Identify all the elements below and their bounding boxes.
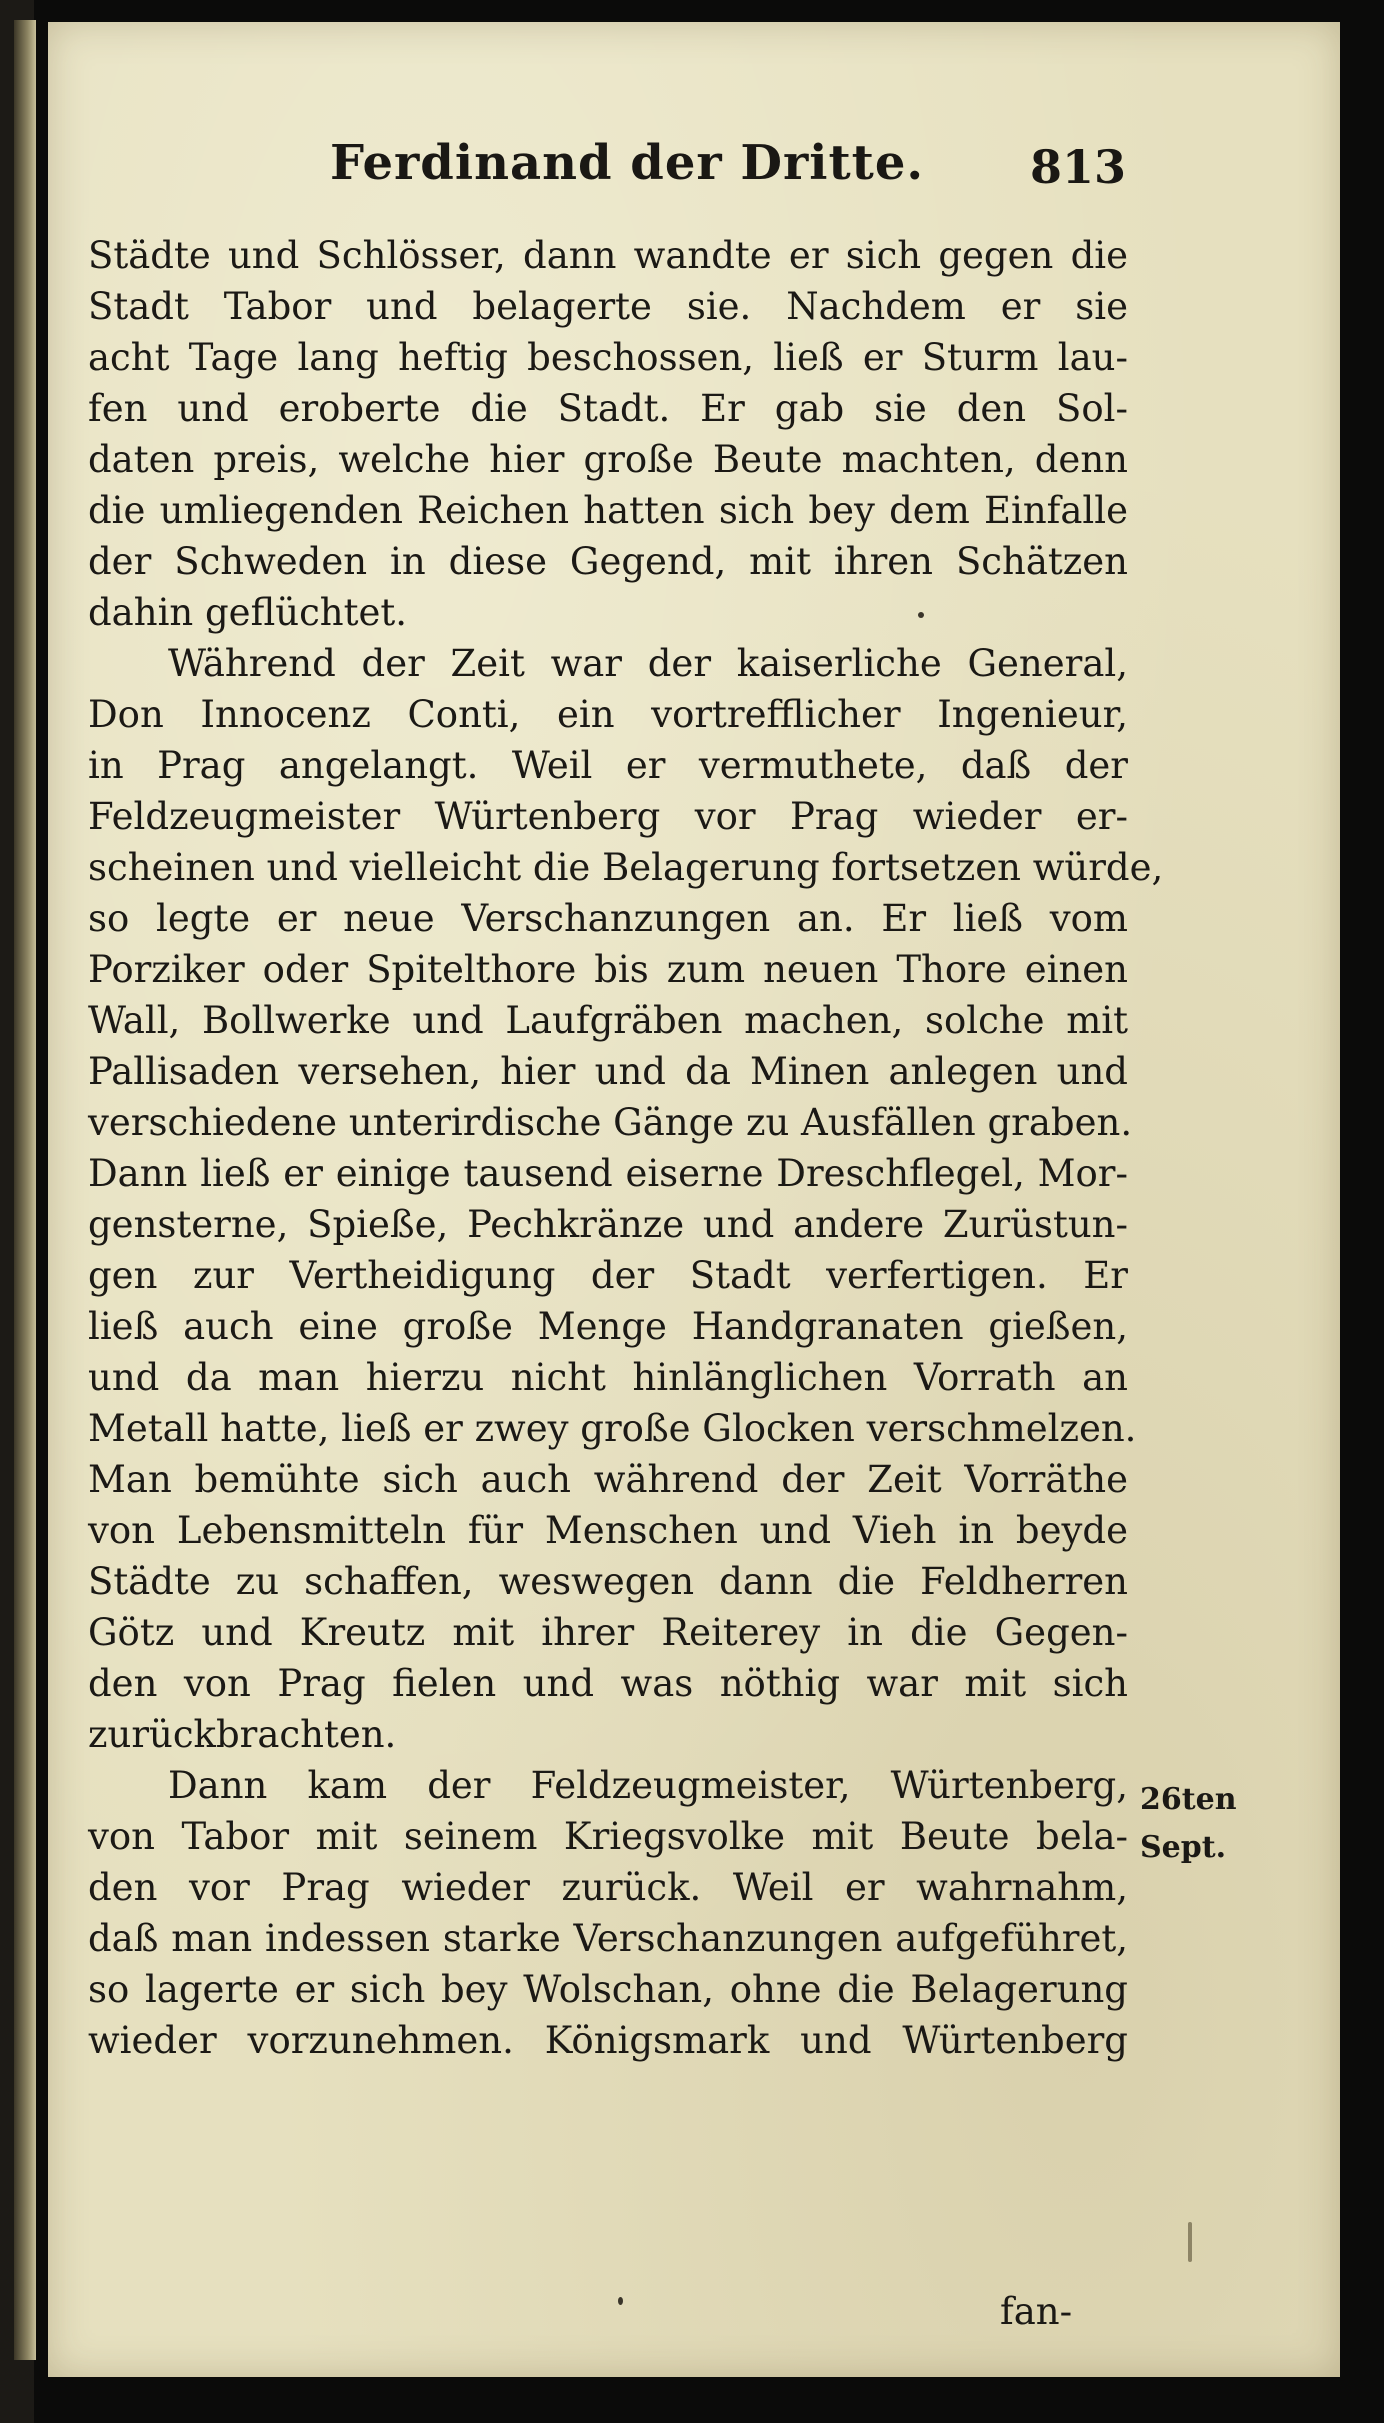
paper-speck	[618, 2297, 623, 2305]
text-line: Porziker oder Spitelthore bis zum neuen Thore einen	[88, 948, 1128, 991]
page-number: 813	[1030, 140, 1127, 194]
text-line: Dann ließ er einige tausend eiserne Dreschflegel, Mor-	[88, 1152, 1128, 1195]
text-line: Während der Zeit war der kaiserliche General,	[168, 642, 1128, 685]
text-line: fen und eroberte die Stadt. Er gab sie den Sol-	[88, 387, 1128, 430]
paper-crease	[1188, 2222, 1192, 2262]
text-line: und da man hierzu nicht hinlänglichen Vorrath an	[88, 1356, 1128, 1399]
text-line: von Tabor mit seinem Kriegsvolke mit Beute bela-	[88, 1815, 1128, 1858]
text-line: die umliegenden Reichen hatten sich bey dem Einfalle	[88, 489, 1128, 532]
facing-page-edge	[14, 20, 36, 2360]
text-line: Stadt Tabor und belagerte sie. Nachdem er sie	[88, 285, 1128, 328]
body-text	[88, 230, 1164, 2066]
margin-note-date-day: 26ten	[1140, 1782, 1237, 1817]
text-line: Man bemühte sich auch während der Zeit Vorräthe	[88, 1458, 1128, 1501]
text-line: acht Tage lang heftig beschossen, ließ er Sturm lau-	[88, 336, 1128, 379]
text-line: Wall, Bollwerke und Laufgräben machen, solche mit	[88, 999, 1128, 1042]
text-line: in Prag angelangt. Weil er vermuthete, daß der	[88, 744, 1128, 787]
text-line: so legte er neue Verschanzungen an. Er ließ vom	[88, 897, 1128, 940]
text-line: zurückbrachten.	[88, 1713, 397, 1756]
text-line: den vor Prag wieder zurück. Weil er wahrnahm,	[88, 1866, 1128, 1909]
text-line: Städte und Schlösser, dann wandte er sich gegen die	[88, 234, 1128, 277]
margin-note-date-month: Sept.	[1140, 1830, 1227, 1865]
text-line: gensterne, Spieße, Pechkränze und andere Zurüstun-	[88, 1203, 1128, 1246]
text-line: scheinen und vielleicht die Belagerung fortsetzen würde,	[88, 846, 1164, 889]
text-line: so lagerte er sich bey Wolschan, ohne die Belagerung	[88, 1968, 1128, 2011]
text-line: Götz und Kreutz mit ihrer Reiterey in die Gegen-	[88, 1611, 1128, 1654]
text-line: daten preis, welche hier große Beute machten, denn	[88, 438, 1128, 481]
text-line: Dann kam der Feldzeugmeister, Würtenberg,	[168, 1764, 1128, 1807]
text-line: Metall hatte, ließ er zwey große Glocken verschmelzen.	[88, 1407, 1137, 1450]
text-line: wieder vorzunehmen. Königsmark und Würtenberg	[88, 2019, 1128, 2062]
text-line: verschiedene unterirdische Gänge zu Ausfällen graben.	[88, 1101, 1133, 1144]
text-line: Feldzeugmeister Würtenberg vor Prag wieder er-	[88, 795, 1128, 838]
running-title: Ferdinand der Dritte.	[330, 135, 925, 191]
text-line: Don Innocenz Conti, ein vortrefflicher Ingenieur,	[88, 693, 1128, 736]
text-line: gen zur Vertheidigung der Stadt verfertigen. Er	[88, 1254, 1128, 1297]
text-line: Städte zu schaffen, weswegen dann die Feldherren	[88, 1560, 1128, 1603]
text-line: daß man indessen starke Verschanzungen aufgeführet,	[88, 1917, 1128, 1960]
text-line: ließ auch eine große Menge Handgranaten gießen,	[88, 1305, 1128, 1348]
text-line: von Lebensmitteln für Menschen und Vieh in beyde	[88, 1509, 1128, 1552]
text-line: Pallisaden versehen, hier und da Minen anlegen und	[88, 1050, 1128, 1093]
text-line: der Schweden in diese Gegend, mit ihren Schätzen	[88, 540, 1128, 583]
text-line: den von Prag fielen und was nöthig war mit sich	[88, 1662, 1128, 1705]
catchword: fan-	[1000, 2290, 1073, 2333]
text-line: dahin geflüchtet.	[88, 591, 408, 634]
